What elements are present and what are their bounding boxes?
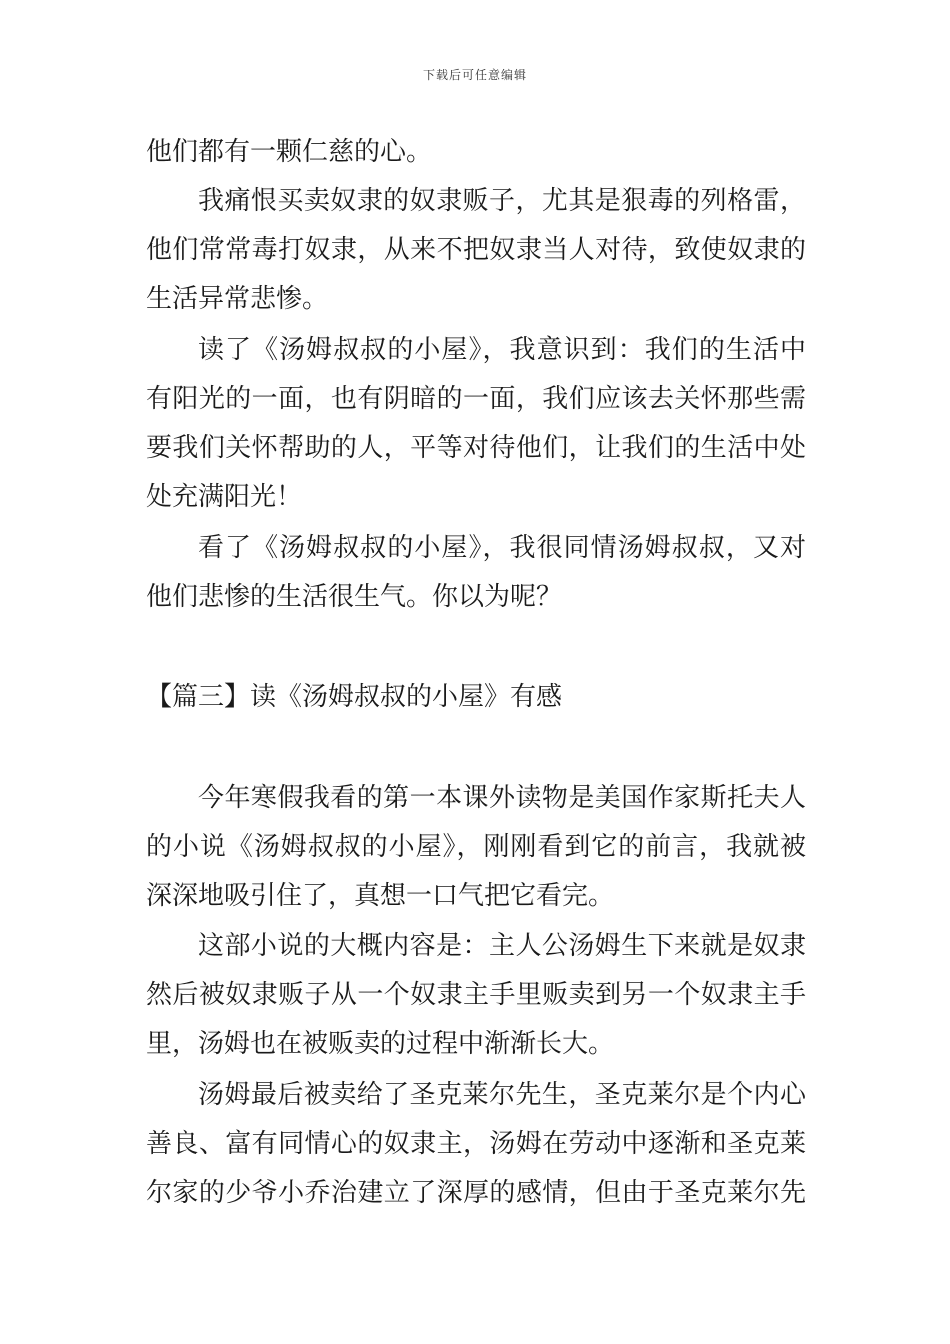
paragraph-line: 今年寒假我看的第一本课外读物是美国作家斯托夫人	[198, 783, 806, 813]
paragraph-line: 我痛恨买卖奴隶的奴隶贩子，尤其是狠毒的列格雷，	[198, 186, 806, 216]
paragraph-line: 然后被奴隶贩子从一个奴隶主手里贩卖到另一个奴隶主手	[146, 980, 806, 1010]
paragraph-line: 读了《汤姆叔叔的小屋》，我意识到：我们的生活中	[198, 335, 806, 365]
paragraph-line: 处充满阳光！	[146, 482, 303, 512]
paragraph-line: 里，汤姆也在被贩卖的过程中渐渐长大。	[146, 1029, 615, 1059]
paragraph-line: 他们常常毒打奴隶，从来不把奴隶当人对待，致使奴隶的	[146, 235, 806, 265]
paragraph-line: 尔家的少爷小乔治建立了深厚的感情，但由于圣克莱尔先	[146, 1178, 806, 1208]
paragraph-line: 这部小说的大概内容是：主人公汤姆生下来就是奴隶	[198, 931, 806, 961]
section-heading: 【篇三】读《汤姆叔叔的小屋》有感	[146, 682, 563, 712]
paragraph-line: 看了《汤姆叔叔的小屋》，我很同情汤姆叔叔，又对	[198, 533, 806, 563]
paragraph-line: 要我们关怀帮助的人，平等对待他们，让我们的生活中处	[146, 433, 806, 463]
paragraph-line: 深深地吸引住了，真想一口气把它看完。	[146, 881, 615, 911]
paragraph-line: 善良、富有同情心的奴隶主，汤姆在劳动中逐渐和圣克莱	[146, 1129, 806, 1159]
paragraph-line: 他们都有一颗仁慈的心。	[146, 137, 433, 167]
page-header: 下载后可任意编辑	[422, 68, 527, 82]
paragraph-line: 他们悲惨的生活很生气。你以为呢？	[146, 582, 563, 612]
paragraph-line: 的小说《汤姆叔叔的小屋》，刚刚看到它的前言，我就被	[146, 832, 806, 862]
paragraph-line: 生活异常悲惨。	[146, 284, 329, 314]
paragraph-line: 汤姆最后被卖给了圣克莱尔先生，圣克莱尔是个内心	[198, 1080, 806, 1110]
paragraph-line: 有阳光的一面，也有阴暗的一面，我们应该去关怀那些需	[146, 384, 806, 414]
